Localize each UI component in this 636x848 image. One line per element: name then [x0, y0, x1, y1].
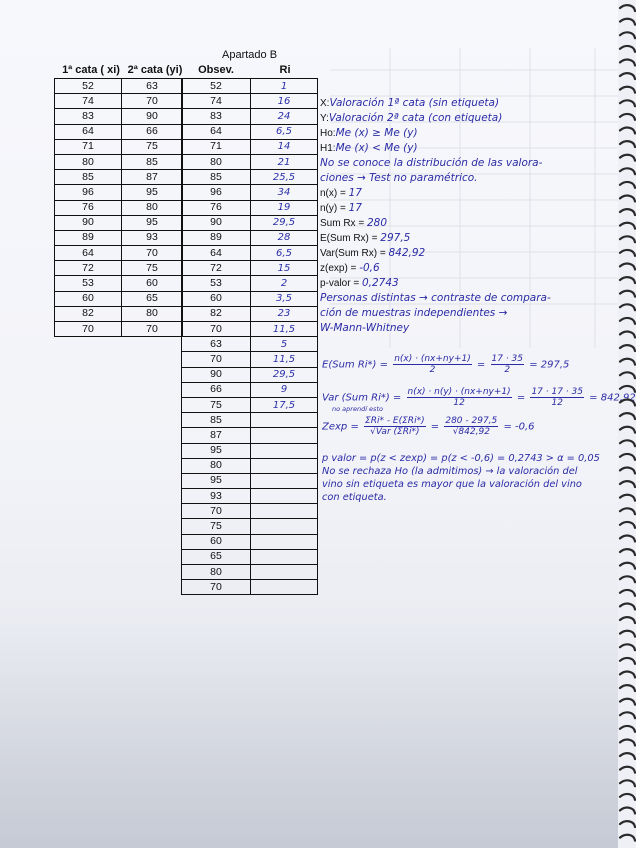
rank-cell: 3,5 — [251, 291, 318, 306]
table-row — [55, 79, 183, 94]
obsev-cell: 66 — [182, 382, 251, 397]
rank-cell — [251, 519, 318, 534]
rank-cell: 1 — [251, 79, 318, 94]
rank-cell: 11,5 — [251, 352, 318, 367]
table-row — [182, 397, 318, 412]
xi-cell: 64 — [55, 246, 122, 261]
obsev-cell: 74 — [182, 94, 251, 109]
table-row — [182, 291, 318, 306]
yi-cell: 90 — [122, 109, 183, 124]
obsev-cell: 76 — [182, 200, 251, 215]
h0-line: Ho:Me (x) ≥ Me (y) — [320, 127, 418, 139]
xi-cell: 72 — [55, 261, 122, 276]
var-line: Var(Sum Rx) = 842,92 — [320, 247, 426, 259]
xi-cell: 89 — [55, 230, 122, 245]
rank-cell: 15 — [251, 261, 318, 276]
table-row — [182, 382, 318, 397]
handwritten-notes — [320, 96, 620, 336]
rank-cell: 34 — [251, 185, 318, 200]
yi-cell: 70 — [122, 246, 183, 261]
yi-cell: 75 — [122, 139, 183, 154]
obsev-cell: 70 — [182, 504, 251, 519]
table-row — [55, 261, 183, 276]
yi-cell: 87 — [122, 170, 183, 185]
rank-cell — [251, 549, 318, 564]
table-row — [182, 261, 318, 276]
table-row — [182, 109, 318, 124]
nonparametric-note-1: No se conoce la distribución de las valora- — [320, 157, 543, 169]
rank-cell: 29,5 — [251, 215, 318, 230]
table-row — [182, 246, 318, 261]
table-row — [182, 94, 318, 109]
table-row — [182, 230, 318, 245]
obsev-cell: 80 — [182, 565, 251, 580]
h1-line: H1:Me (x) < Me (y) — [320, 142, 418, 154]
xi-cell: 76 — [55, 200, 122, 215]
table-row — [55, 154, 183, 169]
table-row — [55, 109, 183, 124]
obsev-cell: 90 — [182, 367, 251, 382]
esum-line: E(Sum Rx) = 297,5 — [320, 232, 411, 244]
obsev-cell: 93 — [182, 489, 251, 504]
pvalue-line: p-valor = 0,2743 — [320, 277, 399, 289]
rank-cell: 29,5 — [251, 367, 318, 382]
xi-cell: 74 — [55, 94, 122, 109]
spiral-binding — [618, 0, 636, 848]
yi-cell: 80 — [122, 200, 183, 215]
rank-cell: 24 — [251, 109, 318, 124]
table-row — [55, 124, 183, 139]
header-xi: 1ª cata ( xi) — [62, 64, 120, 76]
rank-cell — [251, 413, 318, 428]
obsev-cell: 95 — [182, 473, 251, 488]
obsev-cell: 70 — [182, 580, 251, 595]
yi-cell: 60 — [122, 276, 183, 291]
sumrx-line: Sum Rx = 280 — [320, 217, 388, 229]
table-row — [182, 170, 318, 185]
rank-cell — [251, 458, 318, 473]
x-definition: X:Valoración 1ª cata (sin etiqueta) — [320, 97, 500, 109]
xi-cell: 53 — [55, 276, 122, 291]
obsev-cell: 82 — [182, 306, 251, 321]
obsev-cell: 75 — [182, 397, 251, 412]
table-row — [55, 322, 183, 337]
table-row — [182, 534, 318, 549]
table-row — [182, 352, 318, 367]
obsev-cell: 83 — [182, 109, 251, 124]
obsev-cell: 71 — [182, 139, 251, 154]
table-row — [182, 473, 318, 488]
table-row — [55, 170, 183, 185]
nonparametric-note-2: ciones → Test no paramétrico. — [320, 172, 478, 184]
yi-cell: 63 — [122, 79, 183, 94]
rank-cell: 14 — [251, 139, 318, 154]
table-row — [182, 185, 318, 200]
table-row — [182, 79, 318, 94]
obsev-cell: 53 — [182, 276, 251, 291]
apartado-title: Apartado B — [222, 49, 278, 61]
yi-cell: 95 — [122, 185, 183, 200]
obsev-cell: 89 — [182, 230, 251, 245]
rank-cell — [251, 443, 318, 458]
xi-cell: 82 — [55, 306, 122, 321]
rank-cell: 2 — [251, 276, 318, 291]
header-ri: Ri — [279, 64, 291, 76]
test-choice-1: Personas distintas → contraste de compara- — [320, 292, 551, 304]
table-row — [182, 549, 318, 564]
xi-cell: 64 — [55, 124, 122, 139]
yi-cell: 70 — [122, 94, 183, 109]
yi-cell: 95 — [122, 215, 183, 230]
table-row — [182, 580, 318, 595]
table-row — [55, 291, 183, 306]
xi-cell: 70 — [55, 322, 122, 337]
table-row — [182, 139, 318, 154]
table-row — [182, 565, 318, 580]
rank-cell — [251, 489, 318, 504]
xi-cell: 60 — [55, 291, 122, 306]
conclusion-line-1: No se rechaza Ho (la admitimos) → la valoración del — [322, 466, 578, 477]
table-row — [55, 139, 183, 154]
rank-cell — [251, 580, 318, 595]
table-row — [55, 276, 183, 291]
yi-cell: 93 — [122, 230, 183, 245]
table-row — [182, 200, 318, 215]
table-row — [55, 185, 183, 200]
expectation-formula: E(Sum Ri*) = $\frac{n(x) \cdot (nx+ny+1)}{2}$ = $\frac{17 \cdot 35}{2}$ = 297,5 — [322, 354, 570, 375]
obsev-cell: 63 — [182, 337, 251, 352]
header-obsev: Obsev. — [198, 64, 234, 76]
table-row — [182, 458, 318, 473]
lower-shadow — [0, 620, 618, 848]
rank-cell: 16 — [251, 94, 318, 109]
table-row — [182, 367, 318, 382]
test-choice-2: ción de muestras independientes → — [320, 307, 508, 319]
table-row — [182, 124, 318, 139]
obsev-cell: 80 — [182, 154, 251, 169]
test-choice-3: W-Mann-Whitney — [320, 322, 410, 334]
ranks-table — [181, 78, 318, 595]
table-row — [55, 94, 183, 109]
rank-cell: 17,5 — [251, 397, 318, 412]
xi-cell: 52 — [55, 79, 122, 94]
obsev-cell: 90 — [182, 215, 251, 230]
table-row — [182, 428, 318, 443]
table-row — [182, 413, 318, 428]
table-row — [182, 519, 318, 534]
rank-cell — [251, 565, 318, 580]
yi-cell: 85 — [122, 154, 183, 169]
table-row — [182, 443, 318, 458]
obsev-cell: 85 — [182, 413, 251, 428]
rank-cell — [251, 534, 318, 549]
table-row — [182, 276, 318, 291]
xi-cell: 71 — [55, 139, 122, 154]
rank-cell — [251, 473, 318, 488]
xi-cell: 80 — [55, 154, 122, 169]
table-row — [182, 504, 318, 519]
rank-cell — [251, 428, 318, 443]
obsev-cell: 85 — [182, 170, 251, 185]
paired-data-table — [54, 78, 183, 337]
rank-cell — [251, 504, 318, 519]
table-row — [182, 322, 318, 337]
table-row — [55, 246, 183, 261]
conclusion-block — [322, 452, 618, 504]
table-row — [55, 230, 183, 245]
table-row — [55, 215, 183, 230]
obsev-cell: 52 — [182, 79, 251, 94]
obsev-cell: 75 — [182, 519, 251, 534]
yi-cell: 65 — [122, 291, 183, 306]
rank-cell: 19 — [251, 200, 318, 215]
nx-line: n(x) = 17 — [320, 187, 362, 199]
y-definition: Y:Valoración 2ª cata (con etiqueta) — [320, 112, 503, 124]
obsev-cell: 95 — [182, 443, 251, 458]
rank-cell: 6,5 — [251, 124, 318, 139]
conclusion-line-3: con etiqueta. — [322, 492, 387, 503]
obsev-cell: 60 — [182, 534, 251, 549]
rank-cell: 28 — [251, 230, 318, 245]
obsev-cell: 80 — [182, 458, 251, 473]
rank-cell: 6,5 — [251, 246, 318, 261]
obsev-cell: 70 — [182, 352, 251, 367]
table-row — [182, 215, 318, 230]
rank-cell: 5 — [251, 337, 318, 352]
zexp-line: z(exp) = -0,6 — [320, 262, 380, 274]
table-row — [55, 306, 183, 321]
obsev-cell: 87 — [182, 428, 251, 443]
ny-line: n(y) = 17 — [320, 202, 362, 214]
header-yi: 2ª cata (yi) — [127, 64, 183, 76]
xi-cell: 90 — [55, 215, 122, 230]
table-row — [182, 154, 318, 169]
variance-formula: Var (Sum Ri*) = $\frac{n(x) \cdot n(y) \cdot (nx+ny+1)}{12}$ = $\frac{17 \cdot 17 \cdot 35}{12}$ = 842,92 — [322, 387, 636, 408]
rank-cell: 21 — [251, 154, 318, 169]
xi-cell: 96 — [55, 185, 122, 200]
yi-cell: 75 — [122, 261, 183, 276]
margin-note: no aprendí esto — [332, 405, 383, 413]
yi-cell: 70 — [122, 322, 183, 337]
table-row — [182, 306, 318, 321]
obsev-cell: 64 — [182, 124, 251, 139]
obsev-cell: 64 — [182, 246, 251, 261]
rank-cell: 9 — [251, 382, 318, 397]
yi-cell: 66 — [122, 124, 183, 139]
obsev-cell: 60 — [182, 291, 251, 306]
obsev-cell: 72 — [182, 261, 251, 276]
xi-cell: 85 — [55, 170, 122, 185]
rank-cell: 11,5 — [251, 322, 318, 337]
table-row — [55, 200, 183, 215]
xi-cell: 83 — [55, 109, 122, 124]
conclusion-line-2: vino sin etiqueta es mayor que la valoración del vino — [322, 479, 582, 490]
obsev-cell: 65 — [182, 549, 251, 564]
pvalue-calculation: p valor = p(z < zexp) = p(z < -0,6) = 0,2743 > α = 0,05 — [322, 453, 600, 464]
rank-cell: 25,5 — [251, 170, 318, 185]
table-row — [182, 337, 318, 352]
yi-cell: 80 — [122, 306, 183, 321]
obsev-cell: 96 — [182, 185, 251, 200]
obsev-cell: 70 — [182, 322, 251, 337]
rank-cell: 23 — [251, 306, 318, 321]
zexp-formula: Zexp = $\frac{\text{ΣRi* - E(ΣRi*)}}{\text{√Var (ΣRi*)}}$ = $\frac{280 - 297,5}{√842,92}$ = -0,6 — [322, 416, 535, 437]
table-row — [182, 489, 318, 504]
